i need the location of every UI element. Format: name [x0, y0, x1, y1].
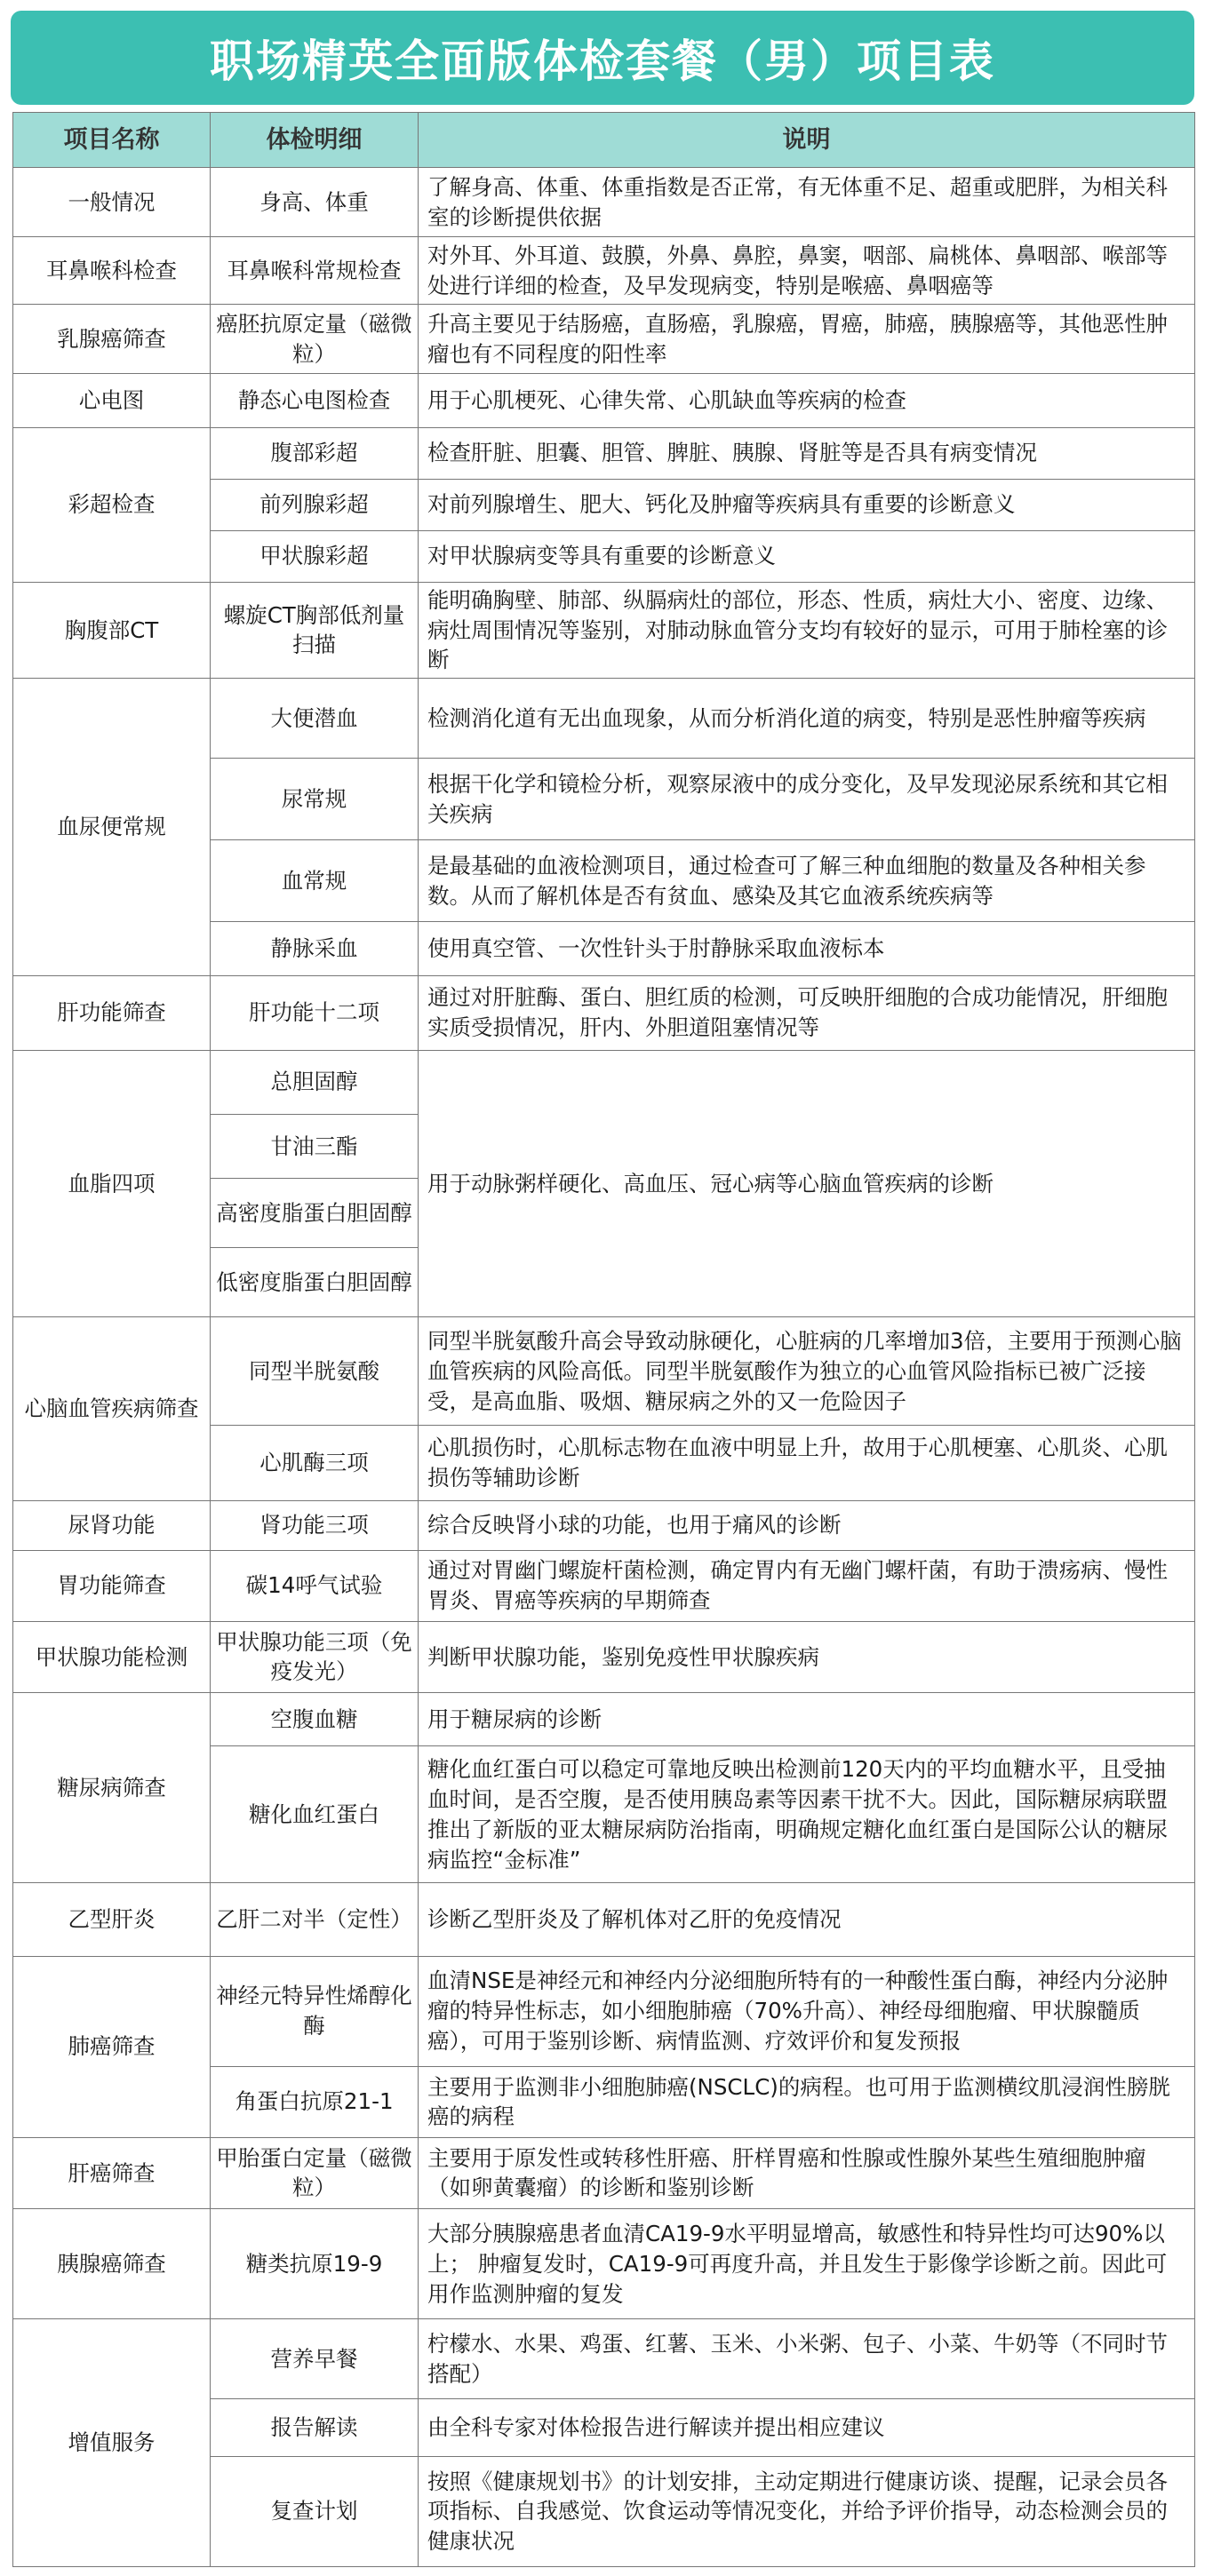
table-row [13, 168, 1195, 237]
item-name: 乙型肝炎 [13, 1883, 211, 1956]
item-detail: 营养早餐 [211, 2319, 419, 2399]
item-detail: 空腹血糖 [211, 1692, 419, 1745]
item-name: 糖尿病筛查 [13, 1692, 211, 1882]
table-row [13, 2209, 1195, 2319]
item-description: 是最基础的血液检测项目，通过检查可了解三种血细胞的数量及各种相关参数。从而了解机体是否有贫血、感染及其它血液系统疾病等 [419, 840, 1195, 922]
item-detail: 腹部彩超 [211, 427, 419, 479]
table-row [13, 427, 1195, 479]
table-row [13, 1956, 1195, 2066]
item-detail: 碳14呼气试验 [211, 1550, 419, 1621]
item-description: 同型半胱氨酸升高会导致动脉硬化，心脏病的几率增加3倍，主要用于预测心脑血管疾病的风险高低。同型半胱氨酸作为独立的心血管风险指标已被广泛接受，是高血脂、吸烟、糖尿病之外的又一危险因子 [419, 1317, 1195, 1426]
item-name: 彩超检查 [13, 427, 211, 582]
item-description: 了解身高、体重、体重指数是否正常，有无体重不足、超重或肥胖，为相关科室的诊断提供依据 [419, 168, 1195, 237]
item-description: 检查肝脏、胆囊、胆管、脾脏、胰腺、肾脏等是否具有病变情况 [419, 427, 1195, 479]
table-row [13, 582, 1195, 678]
table-row [13, 1500, 1195, 1550]
table-row [13, 679, 1195, 759]
item-description: 使用真空管、一次性针头于肘静脉采取血液标本 [419, 922, 1195, 975]
item-detail: 甲状腺彩超 [211, 530, 419, 582]
item-name: 一般情况 [13, 168, 211, 237]
item-description: 通过对胃幽门螺旋杆菌检测，确定胃内有无幽门螺杆菌，有助于溃疡病、慢性胃炎、胃癌等疾病的早期筛查 [419, 1550, 1195, 1621]
item-description: 能明确胸壁、肺部、纵膈病灶的部位，形态、性质，病灶大小、密度、边缘、病灶周围情况等鉴别，对肺动脉血管分支均有较好的显示，可用于肺栓塞的诊断 [419, 582, 1195, 678]
item-description: 大部分胰腺癌患者血清CA19-9水平明显增高，敏感性和特异性均可达90%以上； 肿瘤复发时，CA19-9可再度升高，并且发生于影像学诊断之前。因此可用作监测肿瘤的复发 [419, 2209, 1195, 2319]
item-detail: 尿常规 [211, 759, 419, 840]
item-detail: 糖化血红蛋白 [211, 1746, 419, 1883]
table-row [13, 975, 1195, 1050]
item-description: 按照《健康规划书》的计划安排，主动定期进行健康访谈、提醒，记录会员各项指标、自我感觉、饮食运动等情况变化，并给予评价指导，动态检测会员的健康状况 [419, 2456, 1195, 2567]
item-description: 根据干化学和镜检分析，观察尿液中的成分变化，及早发现泌尿系统和其它相关疾病 [419, 759, 1195, 840]
item-name: 肝功能筛查 [13, 975, 211, 1050]
header-item-name: 项目名称 [13, 113, 211, 168]
item-name: 甲状腺功能检测 [13, 1621, 211, 1692]
item-detail: 甘油三酯 [211, 1114, 419, 1178]
item-name: 肝癌筛查 [13, 2137, 211, 2208]
item-detail: 乙肝二对半（定性） [211, 1883, 419, 1956]
item-detail: 低密度脂蛋白胆固醇 [211, 1248, 419, 1317]
item-description: 心肌损伤时，心肌标志物在血液中明显上升，故用于心肌梗塞、心肌炎、心肌损伤等辅助诊断 [419, 1426, 1195, 1500]
item-detail: 身高、体重 [211, 168, 419, 237]
item-detail: 神经元特异性烯醇化酶 [211, 1956, 419, 2066]
item-detail: 复查计划 [211, 2456, 419, 2567]
table-row [13, 1050, 1195, 1114]
item-description: 通过对肝脏酶、蛋白、胆红质的检测，可反映肝细胞的合成功能情况，肝细胞实质受损情况，肝内、外胆道阻塞情况等 [419, 975, 1195, 1050]
header-description: 说明 [419, 113, 1195, 168]
item-detail: 耳鼻喉科常规检查 [211, 237, 419, 305]
item-detail: 血常规 [211, 840, 419, 922]
item-description: 综合反映肾小球的功能，也用于痛风的诊断 [419, 1500, 1195, 1550]
item-description: 主要用于监测非小细胞肺癌(NSCLC)的病程。也可用于监测横纹肌浸润性膀胱癌的病程 [419, 2066, 1195, 2137]
table-row [13, 1550, 1195, 1621]
item-description: 对外耳、外耳道、鼓膜，外鼻、鼻腔，鼻窦，咽部、扁桃体、鼻咽部、喉部等处进行详细的检查，及早发现病变，特别是喉癌、鼻咽癌等 [419, 237, 1195, 305]
item-description: 主要用于原发性或转移性肝癌、肝样胃癌和性腺或性腺外某些生殖细胞肿瘤（如卵黄囊瘤）的诊断和鉴别诊断 [419, 2137, 1195, 2208]
item-description: 柠檬水、水果、鸡蛋、红薯、玉米、小米粥、包子、小菜、牛奶等（不同时节搭配） [419, 2319, 1195, 2399]
item-description: 判断甲状腺功能，鉴别免疫性甲状腺疾病 [419, 1621, 1195, 1692]
header-item-detail: 体检明细 [211, 113, 419, 168]
item-description: 由全科专家对体检报告进行解读并提出相应建议 [419, 2399, 1195, 2456]
item-name: 血脂四项 [13, 1050, 211, 1317]
item-detail: 肾功能三项 [211, 1500, 419, 1550]
item-name: 尿肾功能 [13, 1500, 211, 1550]
item-detail: 癌胚抗原定量（磁微粒） [211, 305, 419, 374]
item-name: 耳鼻喉科检查 [13, 237, 211, 305]
item-name: 胃功能筛查 [13, 1550, 211, 1621]
item-description: 糖化血红蛋白可以稳定可靠地反映出检测前120天内的平均血糖水平，且受抽血时间，是否空腹，是否使用胰岛素等因素干扰不大。因此，国际糖尿病联盟推出了新版的亚太糖尿病防治指南，明确规定糖化血红蛋白是国际公认的糖尿病监控“金标准” [419, 1746, 1195, 1883]
item-name: 血尿便常规 [13, 679, 211, 976]
page-title: 职场精英全面版体检套餐（男）项目表 [11, 11, 1194, 105]
item-detail: 静态心电图检查 [211, 374, 419, 427]
item-description: 对甲状腺病变等具有重要的诊断意义 [419, 530, 1195, 582]
table-row [13, 1883, 1195, 1956]
table-row [13, 2137, 1195, 2208]
item-detail: 螺旋CT胸部低剂量扫描 [211, 582, 419, 678]
item-description: 检测消化道有无出血现象，从而分析消化道的病变，特别是恶性肿瘤等疾病 [419, 679, 1195, 759]
table-row [13, 1692, 1195, 1745]
item-description: 用于心肌梗死、心律失常、心肌缺血等疾病的检查 [419, 374, 1195, 427]
table-row [13, 305, 1195, 374]
item-description: 对前列腺增生、肥大、钙化及肿瘤等疾病具有重要的诊断意义 [419, 479, 1195, 530]
item-name: 乳腺癌筛查 [13, 305, 211, 374]
item-name: 心电图 [13, 374, 211, 427]
item-description: 血清NSE是神经元和神经内分泌细胞所特有的一种酸性蛋白酶，神经内分泌肿瘤的特异性标志，如小细胞肺癌（70%升高）、神经母细胞瘤、甲状腺髓质癌），可用于鉴别诊断、病情监测、疗效评价和复发预报 [419, 1956, 1195, 2066]
item-detail: 角蛋白抗原21-1 [211, 2066, 419, 2137]
item-name: 胸腹部CT [13, 582, 211, 678]
checkup-items-table [12, 112, 1195, 2567]
item-name: 肺癌筛查 [13, 1956, 211, 2137]
item-detail: 高密度脂蛋白胆固醇 [211, 1178, 419, 1247]
item-detail: 肝功能十二项 [211, 975, 419, 1050]
item-detail: 同型半胱氨酸 [211, 1317, 419, 1426]
item-detail: 报告解读 [211, 2399, 419, 2456]
item-detail: 前列腺彩超 [211, 479, 419, 530]
item-description: 诊断乙型肝炎及了解机体对乙肝的免疫情况 [419, 1883, 1195, 1956]
item-detail: 总胆固醇 [211, 1050, 419, 1114]
item-detail: 甲胎蛋白定量（磁微粒） [211, 2137, 419, 2208]
item-description: 用于糖尿病的诊断 [419, 1692, 1195, 1745]
table-row [13, 1621, 1195, 1692]
table-row [13, 1317, 1195, 1426]
item-name: 增值服务 [13, 2319, 211, 2567]
item-name: 心脑血管疾病筛查 [13, 1317, 211, 1500]
item-detail: 甲状腺功能三项（免疫发光） [211, 1621, 419, 1692]
table-header-row [13, 113, 1195, 168]
table-row [13, 374, 1195, 427]
item-detail: 静脉采血 [211, 922, 419, 975]
item-description: 用于动脉粥样硬化、高血压、冠心病等心脑血管疾病的诊断 [419, 1050, 1195, 1317]
item-description: 升高主要见于结肠癌，直肠癌，乳腺癌，胃癌，肺癌，胰腺癌等，其他恶性肿瘤也有不同程度的阳性率 [419, 305, 1195, 374]
item-detail: 心肌酶三项 [211, 1426, 419, 1500]
item-name: 胰腺癌筛查 [13, 2209, 211, 2319]
item-detail: 糖类抗原19-9 [211, 2209, 419, 2319]
table-row [13, 2319, 1195, 2399]
table-row [13, 237, 1195, 305]
item-detail: 大便潜血 [211, 679, 419, 759]
